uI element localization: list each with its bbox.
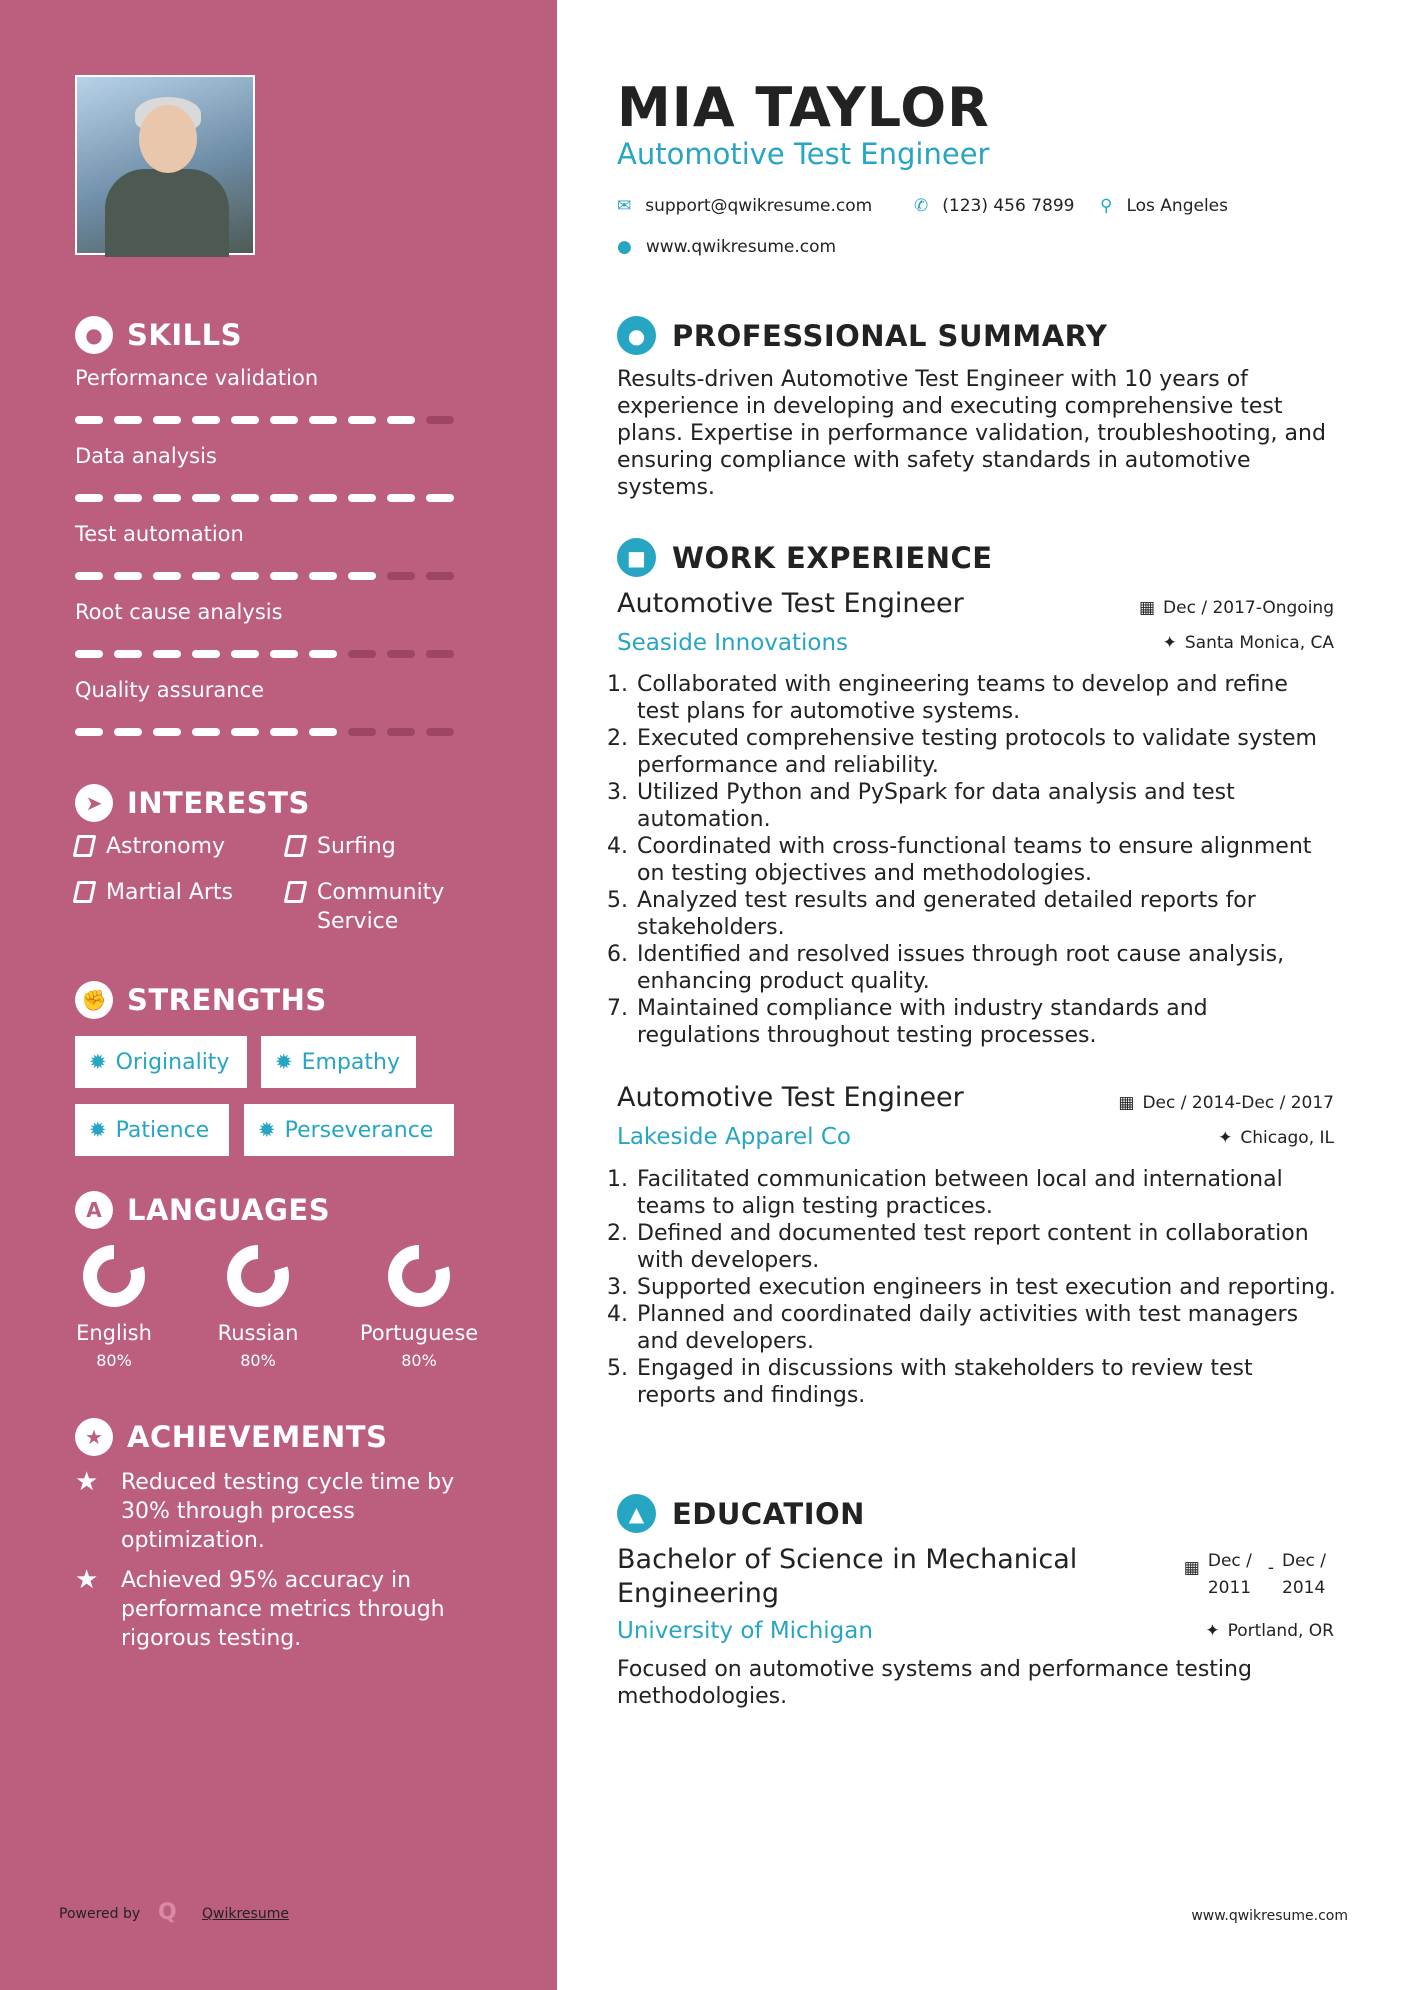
sidebar — [0, 0, 557, 1990]
skill-level-segment — [75, 572, 103, 580]
list-item: 1. Facilitated communication between local and international teams to align testing practices. — [635, 1166, 1337, 1220]
strength-tag: ✹ Empathy — [261, 1036, 416, 1088]
list-item: 5. Engaged in discussions with stakeholders to review test reports and findings. — [635, 1355, 1337, 1409]
job-location: ✦ Chicago, IL — [1218, 1128, 1334, 1148]
skill-level-segment — [309, 728, 337, 736]
summary-heading: ● PROFESSIONAL SUMMARY — [617, 316, 1107, 355]
language-level-chart — [83, 1245, 145, 1307]
skill-level-segment — [309, 572, 337, 580]
skill-level-segment — [153, 494, 181, 502]
interest-item: Surfing — [286, 832, 396, 861]
skill-level-segment — [75, 416, 103, 424]
badge-icon: ✹ — [89, 1118, 107, 1142]
pin-icon: ✦ — [1205, 1621, 1220, 1641]
list-item: 4. Planned and coordinated daily activities with test managers and developers. — [635, 1301, 1337, 1355]
skill-level-segment — [231, 728, 259, 736]
skill-level-segment — [192, 494, 220, 502]
company-name: Lakeside Apparel Co — [617, 1124, 851, 1150]
skill-level-segment — [114, 728, 142, 736]
skill-level-segment — [231, 494, 259, 502]
skill-level-segment — [153, 650, 181, 658]
skill-level-segment — [114, 494, 142, 502]
work-heading: ■ WORK EXPERIENCE — [617, 538, 993, 577]
company-name: Seaside Innovations — [617, 630, 849, 656]
education-heading: ▲ EDUCATION — [617, 1494, 865, 1533]
strength-tag: ✹ Patience — [75, 1104, 229, 1156]
briefcase-icon: ■ — [617, 538, 656, 577]
skills-heading: ● SKILLS — [75, 316, 242, 354]
list-item: 4. Coordinated with cross-functional teams to ensure alignment on testing objectives and methodologies. — [635, 833, 1337, 887]
language-russian: Russian 80% — [183, 1245, 333, 1370]
skill-level-segment — [231, 416, 259, 424]
skill-level-segment — [270, 728, 298, 736]
skill-level-segment — [153, 572, 181, 580]
job-responsibilities — [617, 1166, 1337, 1409]
skill-level-segment — [309, 494, 337, 502]
strength-tag: ✹ Perseverance — [244, 1104, 454, 1156]
interest-item: Martial Arts — [75, 878, 233, 907]
book-icon — [284, 835, 308, 857]
list-item: 5. Analyzed test results and generated detailed reports for stakeholders. — [635, 887, 1337, 941]
skill-level-bar — [75, 728, 454, 736]
skill-level-segment — [387, 416, 415, 424]
qwikresume-logo: Q — [158, 1900, 177, 1925]
skill-level-segment — [270, 572, 298, 580]
education-location: ✦ Portland, OR — [1205, 1621, 1334, 1641]
language-icon: A — [75, 1191, 113, 1229]
interest-item: Astronomy — [75, 832, 225, 861]
language-level-chart — [388, 1245, 450, 1307]
skill-name: Data analysis — [75, 444, 217, 468]
languages-heading: A LANGUAGES — [75, 1191, 330, 1229]
calendar-icon: ▦ — [1138, 598, 1156, 618]
language-level-chart — [227, 1245, 289, 1307]
achievements-heading: ★ ACHIEVEMENTS — [75, 1418, 387, 1456]
skill-level-segment — [114, 416, 142, 424]
qwikresume-link[interactable]: Qwikresume — [202, 1906, 289, 1922]
book-icon — [73, 881, 97, 903]
interests-heading: ➤ INTERESTS — [75, 784, 310, 822]
skill-level-segment — [387, 650, 415, 658]
achievement-item: ★ Reduced testing cycle time by 30% through process optimization. — [75, 1467, 455, 1553]
fist-icon: ✊ — [75, 981, 113, 1019]
star-icon: ★ — [75, 1467, 99, 1497]
pin-icon: ✦ — [1218, 1128, 1233, 1148]
trophy-icon: ★ — [75, 1418, 113, 1456]
paper-plane-icon: ➤ — [75, 784, 113, 822]
skill-name: Quality assurance — [75, 678, 265, 702]
skill-level-segment — [426, 572, 454, 580]
list-item: 7. Maintained compliance with industry standards and regulations throughout testing processes. — [635, 995, 1337, 1049]
user-icon: ● — [617, 316, 656, 355]
book-icon — [284, 881, 308, 903]
phone-icon: ✆ — [914, 196, 929, 216]
list-item: 1. Collaborated with engineering teams to develop and refine test plans for automotive systems. — [635, 671, 1337, 725]
skill-level-segment — [270, 494, 298, 502]
powered-by-text: Powered by — [59, 1906, 141, 1922]
candidate-name: MIA TAYLOR — [617, 76, 990, 139]
globe-icon: ● — [617, 237, 632, 257]
email-contact[interactable]: ✉ support@qwikresume.com — [617, 196, 873, 216]
interest-item: Community Service — [286, 878, 466, 936]
list-item: 3. Supported execution engineers in test execution and reporting. — [635, 1274, 1337, 1301]
language-english: English 80% — [39, 1245, 189, 1370]
skill-level-bar — [75, 650, 454, 658]
profile-photo — [75, 75, 255, 255]
job-role: Automotive Test Engineer — [617, 1082, 964, 1113]
achievement-item: ★ Achieved 95% accuracy in performance metrics through rigorous testing. — [75, 1565, 445, 1651]
education-dates: ▦ Dec / 2011 - Dec / 2014 — [1183, 1551, 1327, 1598]
badge-icon: ✹ — [258, 1118, 276, 1142]
skill-level-segment — [348, 728, 376, 736]
list-item: 3. Utilized Python and PySpark for data analysis and test automation. — [635, 779, 1337, 833]
strength-tag: ✹ Originality — [75, 1036, 247, 1088]
star-icon: ★ — [75, 1565, 99, 1595]
job-dates: ▦ Dec / 2017-Ongoing — [1138, 598, 1334, 618]
badge-icon: ✹ — [275, 1050, 293, 1074]
skill-level-segment — [348, 416, 376, 424]
skill-name: Performance validation — [75, 366, 319, 390]
job-location: ✦ Santa Monica, CA — [1162, 633, 1334, 653]
book-icon — [73, 835, 97, 857]
skill-level-segment — [75, 494, 103, 502]
degree-title: Bachelor of Science in Mechanical Engineering — [617, 1544, 1078, 1609]
map-pin-icon: ⚲ — [1100, 196, 1113, 216]
skill-level-segment — [270, 416, 298, 424]
skill-level-segment — [309, 650, 337, 658]
skill-level-segment — [387, 494, 415, 502]
skill-level-segment — [309, 416, 337, 424]
skill-level-segment — [114, 572, 142, 580]
skill-level-segment — [192, 416, 220, 424]
skill-level-segment — [426, 494, 454, 502]
badge-icon: ✹ — [89, 1050, 107, 1074]
skill-level-segment — [192, 728, 220, 736]
skill-level-segment — [75, 728, 103, 736]
pin-icon: ✦ — [1162, 633, 1177, 653]
footer-url[interactable]: www.qwikresume.com — [1191, 1908, 1348, 1924]
skill-level-segment — [153, 728, 181, 736]
skill-level-segment — [231, 650, 259, 658]
job-title: Automotive Test Engineer — [617, 137, 990, 171]
job-responsibilities — [617, 671, 1337, 1049]
skill-level-segment — [114, 650, 142, 658]
job-role: Automotive Test Engineer — [617, 588, 964, 619]
skill-level-segment — [426, 416, 454, 424]
skill-level-segment — [75, 650, 103, 658]
skill-level-segment — [426, 650, 454, 658]
phone-contact: ✆ (123) 456 7899 — [914, 196, 1075, 216]
school-name: University of Michigan — [617, 1618, 873, 1644]
skill-level-bar — [75, 572, 454, 580]
list-item: 2. Executed comprehensive testing protocols to validate system performance and reliability. — [635, 725, 1337, 779]
job-dates: ▦ Dec / 2014-Dec / 2017 — [1118, 1093, 1334, 1113]
skill-level-segment — [348, 572, 376, 580]
skill-level-bar — [75, 416, 454, 424]
skill-level-segment — [231, 572, 259, 580]
skill-level-segment — [153, 416, 181, 424]
calendar-icon: ▦ — [1118, 1093, 1135, 1113]
skill-level-segment — [192, 572, 220, 580]
location-contact: ⚲ Los Angeles — [1100, 196, 1228, 216]
skill-name: Test automation — [75, 522, 244, 546]
skill-level-segment — [348, 650, 376, 658]
list-item: 2. Defined and documented test report content in collaboration with developers. — [635, 1220, 1337, 1274]
skill-level-segment — [387, 572, 415, 580]
strengths-heading: ✊ STRENGTHS — [75, 981, 327, 1019]
education-description: Focused on automotive systems and performance testing methodologies. — [617, 1657, 1252, 1709]
skill-name: Root cause analysis — [75, 600, 283, 624]
skill-level-bar — [75, 494, 454, 502]
skill-level-segment — [192, 650, 220, 658]
skill-level-segment — [387, 728, 415, 736]
envelope-icon: ✉ — [617, 196, 632, 216]
skill-level-segment — [426, 728, 454, 736]
graduation-cap-icon: ▲ — [617, 1494, 656, 1533]
skill-level-segment — [270, 650, 298, 658]
website-contact[interactable]: ● www.qwikresume.com — [617, 237, 837, 257]
lightbulb-icon: ● — [75, 316, 113, 354]
skill-level-segment — [348, 494, 376, 502]
calendar-icon: ▦ — [1183, 1558, 1200, 1578]
summary-text: Results-driven Automotive Test Engineer with 10 years of experience in developing and executing comprehensive test plans. Expertise in performance validation, troubleshooting, and ensuring compliance with safety standards in automotive systems. — [617, 367, 1326, 500]
list-item: 6. Identified and resolved issues through root cause analysis, enhancing product quality. — [635, 941, 1337, 995]
language-portuguese: Portuguese 80% — [344, 1245, 494, 1370]
